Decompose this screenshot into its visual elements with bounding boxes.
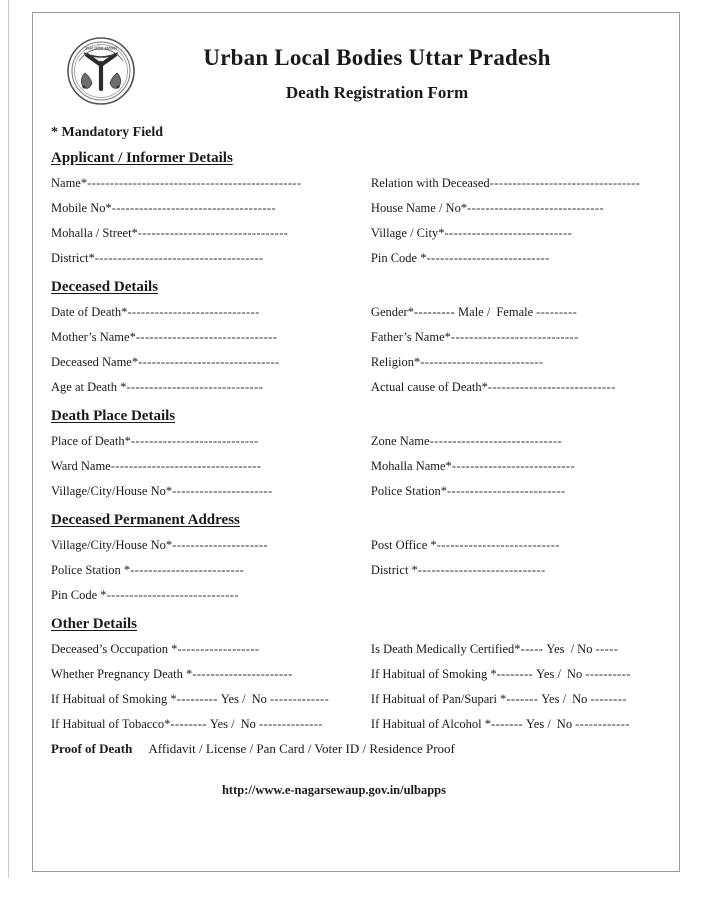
option-female[interactable]: Female bbox=[496, 305, 534, 319]
dash-leader[interactable]: ----------------------------------------------- bbox=[87, 176, 302, 190]
option-no[interactable]: / No bbox=[570, 642, 593, 656]
option-yes[interactable]: Yes / bbox=[209, 717, 235, 731]
dash-leader[interactable]: ---------------------------- bbox=[130, 434, 259, 448]
dash-leader[interactable]: ---------------------------- bbox=[450, 330, 579, 344]
form-row bbox=[43, 196, 665, 220]
dash-leader[interactable]: ------------------------------------- bbox=[94, 251, 264, 265]
field-right bbox=[371, 583, 665, 607]
form-row bbox=[43, 533, 665, 557]
dash-leader-post: --------- bbox=[536, 305, 578, 319]
field-label-if-habitual-of-pan-supari: If Habitual of Pan/Supari * bbox=[370, 692, 507, 706]
field-label-pin-code: Pin Code * bbox=[370, 251, 427, 265]
field-label-mohalla-street: Mohalla / Street* bbox=[51, 226, 138, 240]
field-label-age-at-death: Age at Death * bbox=[51, 380, 127, 394]
option-no[interactable]: No bbox=[572, 692, 588, 706]
section-heading-deceased-permanent-address: Deceased Permanent Address bbox=[51, 512, 240, 528]
field-label-village-city-house-no: Village/City/House No* bbox=[51, 484, 173, 498]
field-label-if-habitual-of-smoking: If Habitual of Smoking * bbox=[51, 692, 177, 706]
field-right bbox=[371, 662, 665, 686]
dash-leader-pre: -------- bbox=[496, 667, 534, 681]
dash-leader[interactable]: -------------------------- bbox=[446, 484, 566, 498]
dash-leader[interactable]: ------------------------------ bbox=[467, 201, 604, 215]
field-right bbox=[371, 300, 665, 324]
field-label-mohalla-name: Mohalla Name* bbox=[370, 459, 452, 473]
dash-leader-post: ----- bbox=[595, 642, 619, 656]
dash-leader[interactable]: --------------------------- bbox=[436, 538, 560, 552]
field-label-if-habitual-of-alcohol: If Habitual of Alcohol * bbox=[370, 717, 492, 731]
dash-leader-post: -------------- bbox=[258, 717, 323, 731]
dash-leader[interactable]: --------------------------------- bbox=[489, 176, 641, 190]
option-yes[interactable]: Yes / bbox=[220, 692, 246, 706]
field-label-district: District* bbox=[51, 251, 95, 265]
field-label-whether-pregnancy-death: Whether Pregnancy Death * bbox=[51, 667, 193, 681]
field-right bbox=[371, 171, 665, 195]
dash-leader-pre: -------- bbox=[170, 717, 207, 731]
field-left bbox=[43, 196, 371, 220]
option-no[interactable]: No bbox=[251, 692, 267, 706]
field-right bbox=[371, 712, 665, 736]
dash-leader[interactable]: ------------------------------- bbox=[138, 355, 280, 369]
field-right bbox=[371, 196, 665, 220]
dash-leader[interactable]: --------------------- bbox=[172, 538, 268, 552]
portal-url: http://www.e-nagarsewaup.gov.in/ulbapps bbox=[221, 783, 446, 797]
dash-leader[interactable]: --------------------------- bbox=[426, 251, 550, 265]
field-left bbox=[43, 429, 371, 453]
field-label-if-habitual-of-tobacco: If Habitual of Tobacco* bbox=[51, 717, 171, 731]
field-label-post-office: Post Office * bbox=[370, 538, 437, 552]
field-right bbox=[371, 221, 665, 245]
dash-leader-pre: --------- bbox=[176, 692, 218, 706]
field-label-district: District * bbox=[370, 563, 418, 577]
dash-leader-post: -------- bbox=[590, 692, 627, 706]
dash-leader-pre: --------- bbox=[413, 305, 456, 319]
field-label-religion: Religion* bbox=[370, 355, 421, 369]
field-label-date-of-death: Date of Death* bbox=[51, 305, 128, 319]
field-left bbox=[43, 687, 371, 711]
option-yes[interactable]: Yes / bbox=[536, 667, 561, 681]
form-title: Death Registration Form bbox=[285, 83, 469, 102]
proof-of-death-options: Affidavit / License / Pan Card / Voter ID / Residence Proof bbox=[148, 741, 455, 756]
field-label-name: Name* bbox=[51, 176, 88, 190]
form-header bbox=[43, 23, 665, 115]
field-right bbox=[371, 637, 665, 661]
field-left bbox=[43, 558, 371, 582]
dash-leader[interactable]: ------------------------------------ bbox=[111, 201, 277, 215]
field-right bbox=[371, 246, 665, 270]
field-left bbox=[43, 662, 371, 686]
dash-leader[interactable]: --------------------------------- bbox=[110, 459, 262, 473]
field-label-village-city: Village / City* bbox=[370, 226, 445, 240]
form-sections bbox=[43, 150, 665, 736]
field-label-pin-code: Pin Code * bbox=[51, 588, 107, 602]
dash-leader-pre: ------- bbox=[491, 717, 523, 731]
field-right bbox=[371, 350, 665, 374]
section-heading-other-details: Other Details bbox=[51, 616, 137, 632]
field-label-police-station: Police Station* bbox=[370, 484, 447, 498]
field-right bbox=[371, 429, 665, 453]
form-row bbox=[43, 325, 665, 349]
form-row bbox=[43, 221, 665, 245]
uttar-pradesh-emblem-icon bbox=[65, 35, 137, 107]
dash-leader-post: ------------- bbox=[269, 692, 330, 706]
dash-leader[interactable]: ------------------ bbox=[177, 642, 260, 656]
svg-text:उत्तर प्रदेश सरकार: उत्तर प्रदेश सरकार bbox=[84, 47, 118, 52]
field-label-mother-s-name: Mother’s Name* bbox=[51, 330, 136, 344]
proof-of-death-label: Proof of Death bbox=[51, 741, 133, 756]
field-left bbox=[43, 454, 371, 478]
dash-leader[interactable]: ----------------------------- bbox=[429, 434, 562, 448]
option-yes[interactable]: Yes / bbox=[526, 717, 551, 731]
dash-leader[interactable]: ---------------------------- bbox=[487, 380, 616, 394]
field-right bbox=[371, 479, 665, 503]
option-no[interactable]: No bbox=[556, 717, 573, 731]
proof-of-death-row bbox=[51, 741, 665, 757]
dash-leader[interactable]: ---------------------------- bbox=[444, 226, 573, 240]
form-row bbox=[43, 583, 665, 607]
field-right bbox=[371, 533, 665, 557]
field-left bbox=[43, 171, 371, 195]
dash-leader[interactable]: ----------------------------- bbox=[106, 588, 239, 602]
field-left bbox=[43, 221, 371, 245]
scan-edge-line bbox=[8, 0, 9, 878]
field-right bbox=[371, 558, 665, 582]
form-row bbox=[43, 375, 665, 399]
form-row bbox=[43, 300, 665, 324]
field-label-place-of-death: Place of Death* bbox=[51, 434, 131, 448]
section-heading-applicant-informer-details: Applicant / Informer Details bbox=[51, 150, 233, 166]
form-row bbox=[43, 558, 665, 582]
field-label-house-name-no: House Name / No* bbox=[370, 201, 468, 215]
field-right bbox=[371, 375, 665, 399]
form-row bbox=[43, 662, 665, 686]
field-left bbox=[43, 712, 371, 736]
field-left bbox=[43, 325, 371, 349]
dash-leader-pre: ----- bbox=[520, 642, 544, 656]
dash-leader-post: ------------ bbox=[575, 717, 630, 731]
dash-leader[interactable]: ---------------------------- bbox=[417, 563, 546, 577]
form-row bbox=[43, 246, 665, 270]
option-no[interactable]: No bbox=[240, 717, 256, 731]
dash-leader[interactable]: ---------------------- bbox=[192, 667, 293, 681]
field-label-if-habitual-of-smoking: If Habitual of Smoking * bbox=[370, 667, 497, 681]
field-label-zone-name: Zone Name bbox=[370, 434, 430, 448]
dash-leader-pre: ------- bbox=[506, 692, 539, 706]
dash-leader[interactable]: ------------------------- bbox=[130, 563, 245, 577]
field-left bbox=[43, 375, 371, 399]
form-row bbox=[43, 712, 665, 736]
field-left bbox=[43, 533, 371, 557]
dash-leader[interactable]: ------------------------------- bbox=[135, 330, 278, 344]
field-label-relation-with-deceased: Relation with Deceased bbox=[370, 176, 490, 190]
field-left bbox=[43, 300, 371, 324]
organization-title: Urban Local Bodies Uttar Pradesh bbox=[203, 45, 551, 70]
form-row bbox=[43, 350, 665, 374]
field-left bbox=[43, 479, 371, 503]
form-row bbox=[43, 479, 665, 503]
form-row bbox=[43, 429, 665, 453]
field-right bbox=[371, 454, 665, 478]
dash-leader[interactable]: ---------------------- bbox=[172, 484, 273, 498]
field-label-police-station: Police Station * bbox=[51, 563, 131, 577]
form-content bbox=[33, 13, 679, 871]
section-heading-death-place-details: Death Place Details bbox=[51, 408, 176, 424]
dash-leader-post: ---------- bbox=[585, 667, 631, 681]
dash-leader[interactable]: ----------------------------- bbox=[127, 305, 260, 319]
field-left bbox=[43, 350, 371, 374]
field-label-is-death-medically-certified: Is Death Medically Certified* bbox=[370, 642, 521, 656]
form-row bbox=[43, 687, 665, 711]
field-left bbox=[43, 637, 371, 661]
field-label-deceased-s-occupation: Deceased’s Occupation * bbox=[51, 642, 178, 656]
option-yes[interactable]: Yes / bbox=[541, 692, 567, 706]
option-no[interactable]: No bbox=[566, 667, 583, 681]
field-label-ward-name: Ward Name bbox=[51, 459, 111, 473]
dash-leader[interactable]: --------------------------- bbox=[451, 459, 576, 473]
section-heading-deceased-details: Deceased Details bbox=[51, 279, 159, 295]
option-yes[interactable]: Yes bbox=[546, 642, 565, 656]
form-row bbox=[43, 637, 665, 661]
dash-leader[interactable]: --------------------------------- bbox=[137, 226, 289, 240]
mandatory-field-note: * Mandatory Field bbox=[51, 125, 163, 140]
field-label-mobile-no: Mobile No* bbox=[51, 201, 112, 215]
form-row bbox=[43, 454, 665, 478]
dash-leader[interactable]: --------------------------- bbox=[420, 355, 544, 369]
option-male[interactable]: Male / bbox=[458, 305, 491, 319]
field-label-gender: Gender* bbox=[370, 305, 414, 319]
field-left bbox=[43, 246, 371, 270]
field-left bbox=[43, 583, 371, 607]
form-row bbox=[43, 171, 665, 195]
field-right bbox=[371, 325, 665, 349]
field-label-deceased-name: Deceased Name* bbox=[51, 355, 139, 369]
form-page-frame bbox=[32, 12, 680, 872]
field-right bbox=[371, 687, 665, 711]
field-label-village-city-house-no: Village/City/House No* bbox=[51, 538, 173, 552]
field-label-father-s-name: Father’s Name* bbox=[370, 330, 451, 344]
dash-leader[interactable]: ------------------------------ bbox=[126, 380, 264, 394]
field-label-actual-cause-of-death: Actual cause of Death* bbox=[370, 380, 488, 394]
